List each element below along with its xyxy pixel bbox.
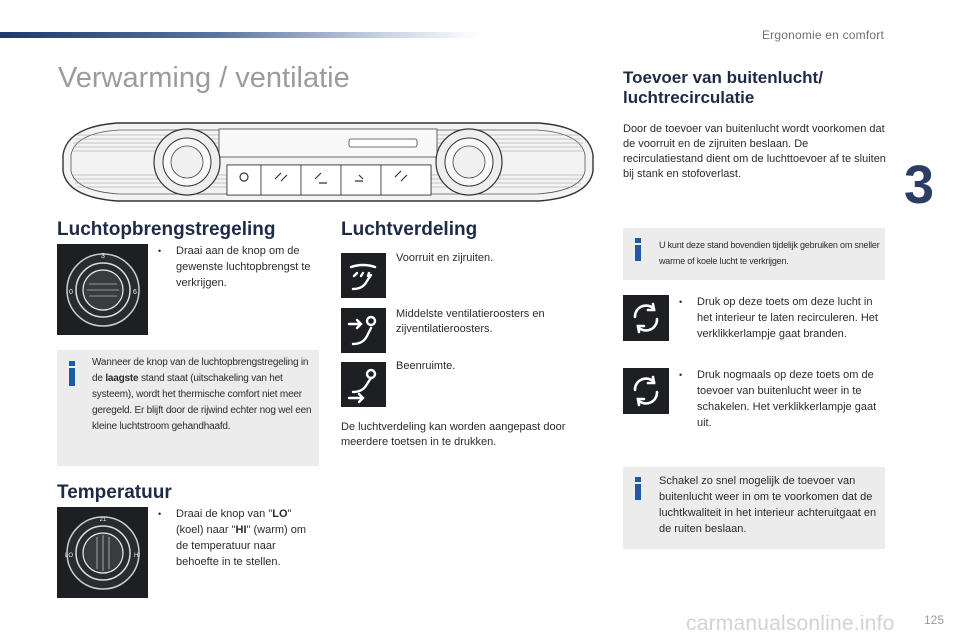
info-icon-dot bbox=[635, 477, 641, 482]
svg-text:HI: HI bbox=[134, 553, 140, 559]
info-icon-dot bbox=[635, 238, 641, 243]
luchtverdeling-item-1: Voorruit en zijruiten. bbox=[396, 252, 494, 264]
temperature-dial-image bbox=[57, 507, 148, 598]
bullet-mark: • bbox=[158, 246, 162, 256]
bullet-mark: • bbox=[158, 509, 162, 519]
instruction-text: Draai aan de knop om de gewenste luchtopbrengst te verkrijgen. bbox=[176, 245, 311, 289]
info-text: U kunt deze stand bovendien tijdelijk gebruiken om sneller warme of koele lucht te verkrijgen. bbox=[659, 240, 880, 266]
page-number: 125 bbox=[923, 613, 944, 627]
info-icon-bar bbox=[635, 484, 641, 500]
info-box-toevoer-1 bbox=[623, 228, 885, 280]
svg-text:3: 3 bbox=[101, 253, 105, 260]
section-heading-temperatuur: Temperatuur bbox=[57, 482, 172, 503]
face-vent-icon bbox=[341, 308, 386, 353]
section-heading-luchtopbrengst: Luchtopbrengstregeling bbox=[57, 219, 276, 240]
fan-speed-dial-image bbox=[57, 244, 148, 335]
climate-control-panel-illustration bbox=[57, 115, 599, 207]
windscreen-demist-icon bbox=[341, 253, 386, 298]
luchtverdeling-item-3: Beenruimte. bbox=[396, 360, 456, 372]
section-title: Ergonomie en comfort bbox=[761, 28, 884, 42]
svg-text:0: 0 bbox=[69, 289, 73, 296]
header-gradient-bar bbox=[0, 32, 480, 38]
toevoer-intro: Door de toevoer van buitenlucht wordt voorkomen dat de voorruit en de zijruiten beslaan. De recirculatiestand dient om de luchttoevoer af te sluiten bij stank en stofoverlast. bbox=[623, 123, 886, 180]
info-icon-bar bbox=[635, 245, 641, 261]
luchtopbrengst-instruction bbox=[158, 243, 320, 291]
info-icon-dot bbox=[69, 361, 75, 366]
section-heading-toevoer: Toevoer van buitenlucht/ luchtrecirculatie bbox=[623, 68, 823, 107]
toevoer-step-2: • Druk nogmaals op deze toets om de toevoer van buitenlucht weer in te schakelen. Het verklikkerlampje gaat uit. bbox=[679, 369, 877, 429]
info-text: Wanneer de knop van de luchtopbrengstregeling in de laagste stand staat (uitschakeling van het systeem), wordt het thermische comfort niet meer geregeld. Er blijft door de rijwind echter nog wel een kleine luchtstroom gehandhaafd. bbox=[92, 357, 312, 432]
outside-air-button-icon bbox=[623, 368, 669, 414]
bullet-mark: • bbox=[679, 297, 683, 307]
luchtverdeling-item-2: Middelste ventilatieroosters en zijventilatieroosters. bbox=[396, 308, 545, 335]
bullet-mark: • bbox=[679, 370, 683, 380]
watermark: carmanualsonline.info bbox=[686, 612, 895, 635]
info-text: Schakel zo snel mogelijk de toevoer van buitenlucht weer in om te voorkomen dat de luchtkwaliteit in het interieur achteruitgaat en de ruiten beslaan. bbox=[659, 475, 877, 535]
footwell-icon bbox=[341, 362, 386, 407]
toevoer-step-1: • Druk op deze toets om deze lucht in het interieur te laten recirculeren. Het verklikkerlampje gaat branden. bbox=[679, 296, 878, 340]
svg-text:6: 6 bbox=[133, 289, 137, 296]
recirculation-button-icon bbox=[623, 295, 669, 341]
page-title: Verwarming / ventilatie bbox=[58, 62, 350, 94]
luchtverdeling-note: De luchtverdeling kan worden aangepast door meerdere toetsen in te drukken. bbox=[341, 421, 566, 448]
info-icon-bar bbox=[69, 368, 75, 386]
info-box-toevoer-2 bbox=[623, 467, 885, 549]
svg-text:21: 21 bbox=[99, 517, 107, 523]
temperatuur-instruction: • Draai de knop van "LO" (koel) naar "HI" (warm) om de temperatuur naar behoefte in te stellen. bbox=[158, 508, 307, 568]
chapter-number: 3 bbox=[904, 155, 935, 215]
section-heading-luchtverdeling: Luchtverdeling bbox=[341, 219, 478, 240]
svg-text:LO: LO bbox=[64, 553, 74, 559]
info-box-luchtopbrengst bbox=[57, 350, 319, 466]
